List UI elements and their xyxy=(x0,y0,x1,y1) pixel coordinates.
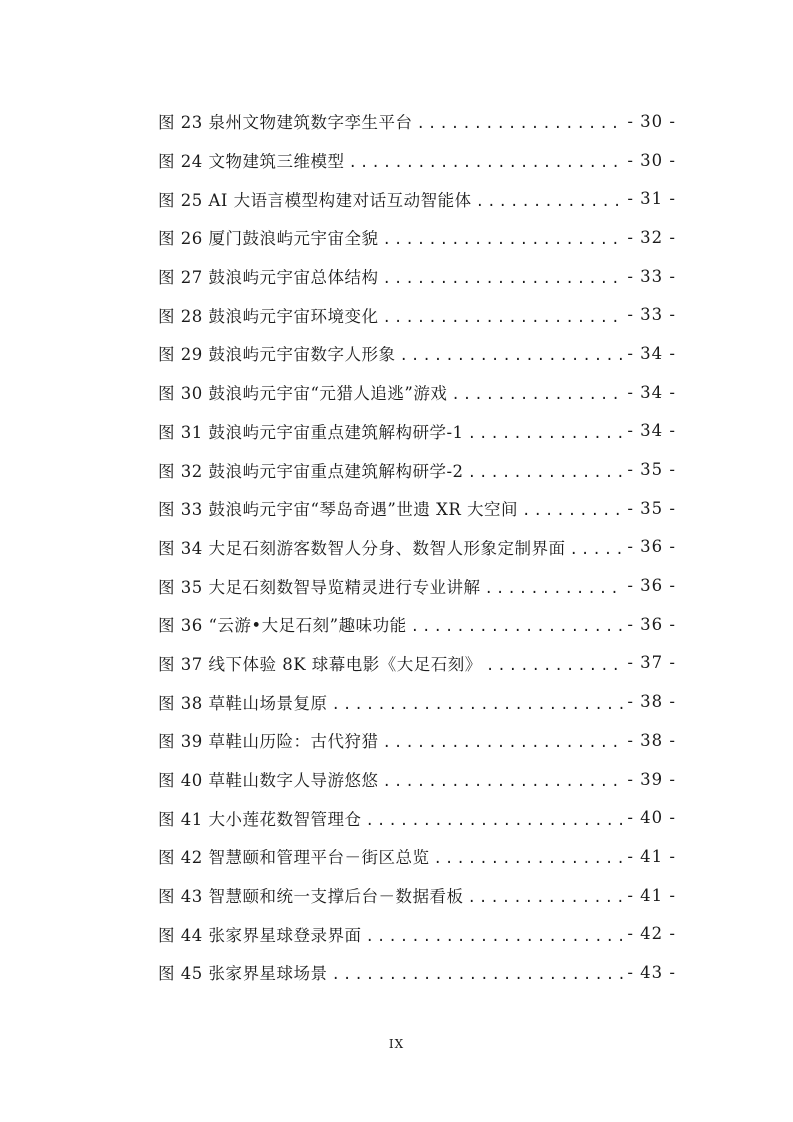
toc-entry[interactable] xyxy=(158,721,676,760)
toc-entry-label: 图 30 鼓浪屿元宇宙“元猎人追逃”游戏 xyxy=(158,384,448,404)
figure-list xyxy=(158,102,676,992)
toc-entry[interactable] xyxy=(158,837,676,876)
dot-leader xyxy=(383,775,624,789)
toc-entry-page: - 41 - xyxy=(627,885,676,905)
dot-leader xyxy=(366,814,624,828)
toc-entry[interactable] xyxy=(158,605,676,644)
toc-entry-label: 图 32 鼓浪屿元宇宙重点建筑解构研学-2 xyxy=(158,461,464,481)
toc-entry-label: 图 23 泉州文物建筑数字孪生平台 xyxy=(158,113,413,133)
dot-leader xyxy=(468,891,624,905)
toc-entry-label: 图 28 鼓浪屿元宇宙环境变化 xyxy=(158,306,379,326)
toc-entry-page: - 32 - xyxy=(627,227,676,247)
toc-entry-page: - 36 - xyxy=(627,537,676,557)
toc-entry-page: - 37 - xyxy=(627,653,676,673)
toc-entry-page: - 38 - xyxy=(627,692,676,712)
toc-entry-page: - 34 - xyxy=(627,421,676,441)
dot-leader xyxy=(383,233,624,247)
dot-leader xyxy=(486,659,624,673)
toc-entry-page: - 36 - xyxy=(627,576,676,596)
toc-entry-label: 图 40 草鞋山数字人导游悠悠 xyxy=(158,771,379,791)
toc-entry-page: - 43 - xyxy=(627,962,676,982)
toc-entry-page: - 39 - xyxy=(627,769,676,789)
toc-entry-page: - 41 - xyxy=(627,846,676,866)
dot-leader xyxy=(383,272,624,286)
dot-leader xyxy=(383,736,624,750)
toc-entry-page: - 38 - xyxy=(627,730,676,750)
toc-entry[interactable] xyxy=(158,334,676,373)
dot-leader xyxy=(522,504,623,518)
dot-leader xyxy=(332,698,624,712)
toc-entry-page: - 33 - xyxy=(627,266,676,286)
toc-entry[interactable] xyxy=(158,412,676,451)
dot-leader xyxy=(451,388,623,402)
toc-entry[interactable] xyxy=(158,102,676,141)
toc-entry[interactable] xyxy=(158,876,676,915)
toc-entry-page: - 36 - xyxy=(627,614,676,634)
dot-leader xyxy=(570,543,624,557)
toc-entry-label: 图 31 鼓浪屿元宇宙重点建筑解构研学-1 xyxy=(158,422,464,442)
toc-entry[interactable] xyxy=(158,218,676,257)
dot-leader xyxy=(332,968,624,982)
toc-entry-page: - 30 - xyxy=(627,111,676,131)
toc-entry[interactable] xyxy=(158,179,676,218)
toc-entry-page: - 30 - xyxy=(627,150,676,170)
dot-leader xyxy=(434,852,624,866)
toc-entry[interactable] xyxy=(158,489,676,528)
toc-entry[interactable] xyxy=(158,798,676,837)
toc-entry-label: 图 45 张家界星球场景 xyxy=(158,964,328,984)
toc-entry-label: 图 24 文物建筑三维模型 xyxy=(158,152,345,172)
toc-entry-label: 图 29 鼓浪屿元宇宙数字人形象 xyxy=(158,345,396,365)
toc-entry-page: - 34 - xyxy=(627,343,676,363)
dot-leader xyxy=(349,156,624,170)
toc-entry-label: 图 25 AI 大语言模型构建对话互动智能体 xyxy=(158,190,472,210)
toc-entry-label: 图 37 线下体验 8K 球幕电影《大足石刻》 xyxy=(158,654,482,674)
toc-entry[interactable] xyxy=(158,450,676,489)
toc-entry-page: - 31 - xyxy=(627,189,676,209)
toc-entry-page: - 34 - xyxy=(627,382,676,402)
toc-entry[interactable] xyxy=(158,682,676,721)
toc-entry-label: 图 35 大足石刻数智导览精灵进行专业讲解 xyxy=(158,577,481,597)
toc-entry[interactable] xyxy=(158,141,676,180)
toc-entry[interactable] xyxy=(158,373,676,412)
toc-entry[interactable] xyxy=(158,644,676,683)
dot-leader xyxy=(400,349,624,363)
toc-entry-label: 图 34 大足石刻游客数智人分身、数智人形象定制界面 xyxy=(158,538,566,558)
dot-leader xyxy=(468,466,624,480)
dot-leader xyxy=(485,582,624,596)
toc-entry-label: 图 43 智慧颐和统一支撑后台－数据看板 xyxy=(158,887,464,907)
dot-leader xyxy=(476,195,624,209)
dot-leader xyxy=(417,117,624,131)
toc-entry[interactable] xyxy=(158,760,676,799)
toc-entry-label: 图 42 智慧颐和管理平台－街区总览 xyxy=(158,848,430,868)
toc-entry-label: 图 26 厦门鼓浪屿元宇宙全貌 xyxy=(158,229,379,249)
toc-entry-label: 图 44 张家界星球登录界面 xyxy=(158,925,362,945)
toc-entry-label: 图 39 草鞋山历险：古代狩猎 xyxy=(158,732,379,752)
toc-entry-label: 图 38 草鞋山场景复原 xyxy=(158,693,328,713)
toc-entry-page: - 35 - xyxy=(627,460,676,480)
toc-entry-label: 图 41 大小莲花数智管理仓 xyxy=(158,809,362,829)
dot-leader xyxy=(468,427,624,441)
toc-entry[interactable] xyxy=(158,528,676,567)
toc-entry-label: 图 27 鼓浪屿元宇宙总体结构 xyxy=(158,268,379,288)
dot-leader xyxy=(383,311,624,325)
toc-entry[interactable] xyxy=(158,566,676,605)
dot-leader xyxy=(411,620,624,634)
toc-entry[interactable] xyxy=(158,295,676,334)
toc-entry-page: - 40 - xyxy=(627,808,676,828)
dot-leader xyxy=(366,930,624,944)
toc-entry-page: - 42 - xyxy=(627,924,676,944)
toc-entry-label: 图 36 “云游•大足石刻”趣味功能 xyxy=(158,616,407,636)
toc-entry-page: - 33 - xyxy=(627,305,676,325)
page-number: IX xyxy=(388,1037,405,1051)
toc-entry[interactable] xyxy=(158,914,676,953)
toc-entry[interactable] xyxy=(158,257,676,296)
toc-entry[interactable] xyxy=(158,953,676,992)
toc-entry-label: 图 33 鼓浪屿元宇宙“琴岛奇遇”世遗 XR 大空间 xyxy=(158,500,519,520)
toc-entry-page: - 35 - xyxy=(627,498,676,518)
